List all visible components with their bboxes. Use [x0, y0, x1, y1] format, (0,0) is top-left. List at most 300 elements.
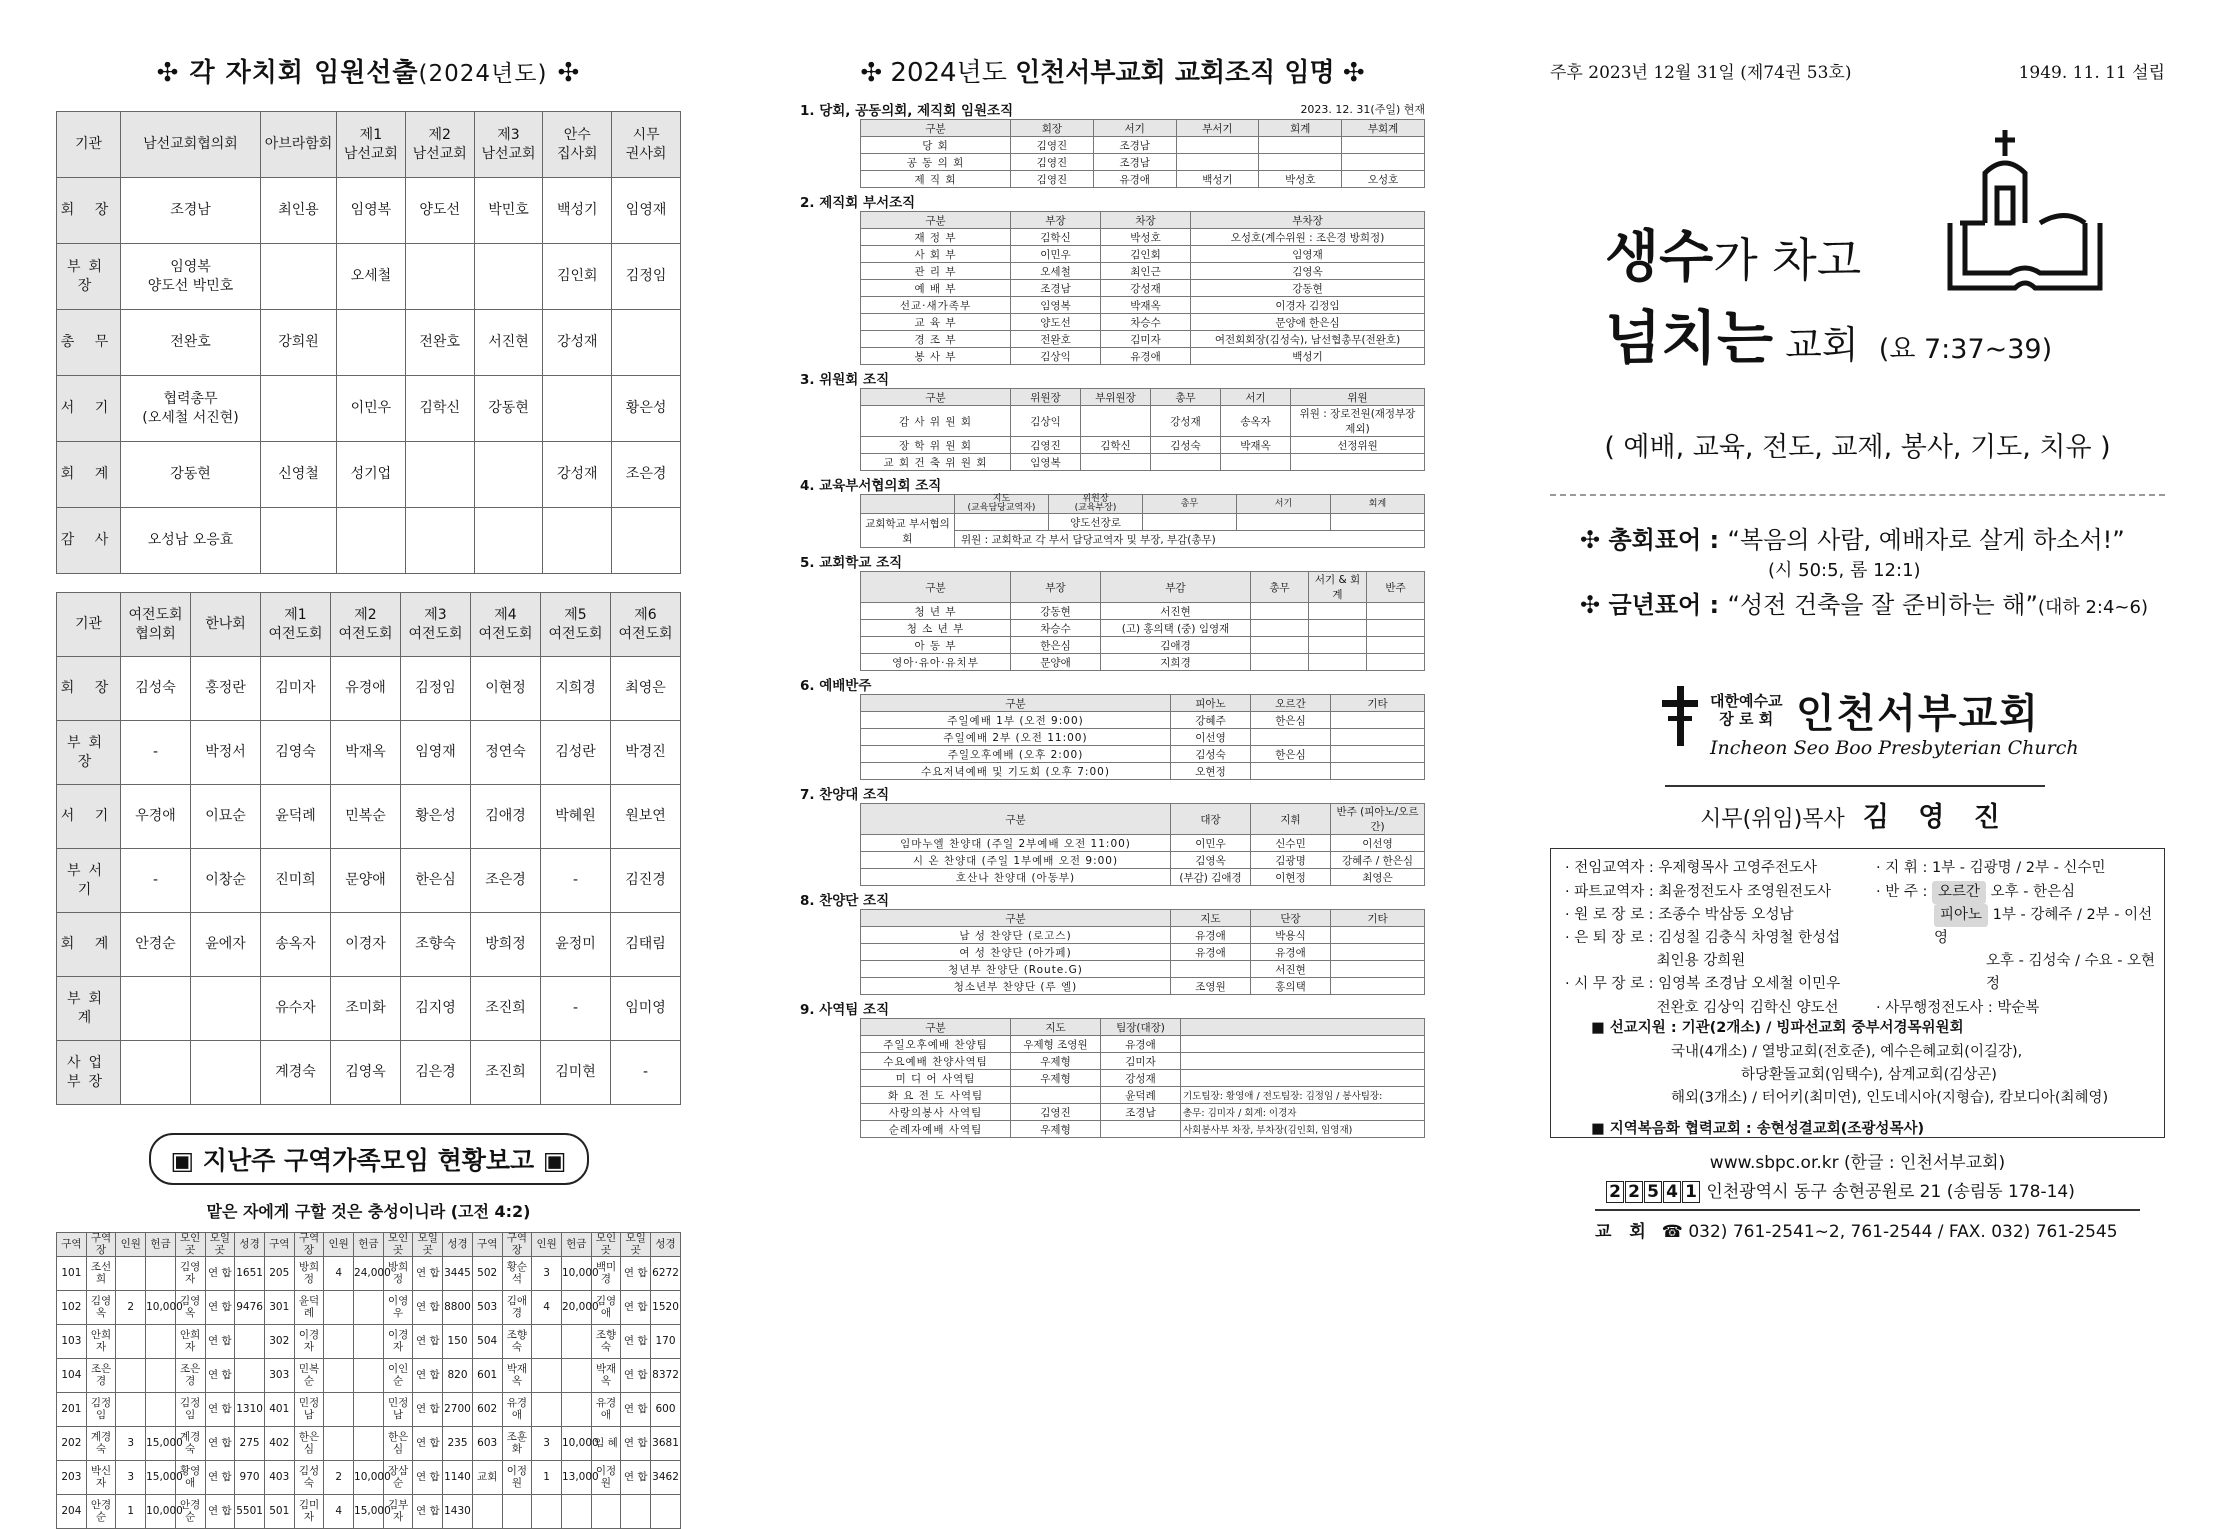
table-row	[861, 835, 1425, 852]
table-cell: 강성재	[543, 310, 612, 376]
table-cell: 103	[57, 1325, 87, 1359]
motto-general: ✣ 총회표어 : “복음의 사람, 예배자로 살게 하소서!” (시 50:5, 롬 12:1)	[1580, 526, 2125, 581]
table-cell	[1331, 944, 1425, 961]
table-cell: 임영복	[337, 178, 406, 244]
table-cell	[116, 1393, 146, 1427]
table-cell: 이묘순	[191, 785, 261, 849]
table-cell	[337, 508, 406, 574]
row-label: 주일오후예배 (오후 2:00)	[861, 746, 1171, 763]
staff-line: 최인용 강희원	[1565, 953, 1746, 970]
column-header: 단장	[1251, 910, 1331, 927]
table-cell: 전완호	[405, 310, 474, 376]
table-cell	[561, 1495, 591, 1529]
table-cell: 교회	[472, 1461, 502, 1495]
table-cell: 백미경	[591, 1257, 621, 1291]
women-officers-table	[56, 592, 681, 1105]
table-cell: 202	[57, 1427, 87, 1461]
table-cell: 위원 : 장로전원(재정부장 제외)	[1291, 406, 1425, 437]
table-cell: 504	[472, 1325, 502, 1359]
row-label: 여 성 찬양단 (아가페)	[861, 944, 1171, 961]
table-cell	[1331, 514, 1425, 531]
table-cell: 김정임	[401, 657, 471, 721]
table-row	[861, 229, 1425, 246]
row-label: 사 회 부	[861, 246, 1011, 263]
table-cell	[1081, 406, 1151, 437]
table-cell: 문양애 한은심	[1191, 314, 1425, 331]
table-cell	[1011, 1087, 1101, 1104]
table-cell	[502, 1495, 532, 1529]
table-row	[861, 314, 1425, 331]
column-header: 구분	[861, 804, 1171, 835]
table-cell: 정연숙	[471, 721, 541, 785]
table-row	[57, 1041, 681, 1105]
table-cell	[1251, 620, 1309, 637]
issue-line	[1550, 58, 2165, 83]
table-cell: 강혜주 / 한은심	[1331, 852, 1425, 869]
table-cell: 백성기	[1191, 348, 1425, 365]
table-cell: 사회봉사부 차장, 부차장(김인회, 임영재)	[1181, 1121, 1425, 1138]
column-header: 팀장(대장)	[1101, 1019, 1181, 1036]
table-cell: 김영숙	[261, 721, 331, 785]
table-cell: 연 합	[621, 1257, 651, 1291]
table-cell: 안경순	[121, 913, 191, 977]
table-cell: 민복순	[294, 1359, 324, 1393]
table-cell: 황은성	[401, 785, 471, 849]
table-cell	[1176, 137, 1259, 154]
header-row	[861, 910, 1425, 927]
table-cell: 연 합	[413, 1495, 443, 1529]
table-cell: 한은심	[1251, 712, 1331, 729]
column-header: 인원	[116, 1233, 146, 1257]
table-cell: 김영진	[1011, 154, 1094, 171]
table-cell: 강성재	[1101, 280, 1191, 297]
table-cell: 조진희	[471, 977, 541, 1041]
table-cell: 임영복	[1011, 297, 1101, 314]
column-header: 헌금	[354, 1233, 384, 1257]
table-cell	[1331, 978, 1425, 995]
column-header: 제2 여전도회	[331, 593, 401, 657]
table-cell	[1367, 603, 1425, 620]
table-cell: 8372	[651, 1359, 681, 1393]
section-heading: 5. 교회학교 조직	[800, 555, 903, 571]
header-row	[861, 1019, 1425, 1036]
column-header: 기타	[1331, 695, 1425, 712]
row-label: 재 정 부	[861, 229, 1011, 246]
staff-line: · 시 무 장 로 : 임영복 조경남 오세철 이민우	[1565, 976, 1841, 993]
address: 2 2 5 4 1 인천광역시 동구 송현공원로 21 (송림동 178-14)	[1606, 1177, 2165, 1203]
table-cell: 황영애	[175, 1461, 205, 1495]
column-header: 구분	[861, 1019, 1011, 1036]
column-header: 제1 여전도회	[261, 593, 331, 657]
table-cell: 조향숙	[502, 1325, 532, 1359]
table-row	[57, 1393, 681, 1427]
table-row	[861, 514, 1425, 531]
table-cell	[121, 1041, 191, 1105]
table-cell	[651, 1495, 681, 1529]
table-cell: 임 혜	[591, 1427, 621, 1461]
row-header: 총 무	[57, 310, 121, 376]
table-cell: 4	[324, 1257, 354, 1291]
table-cell: 오성호(계수위원 : 조은경 방희정)	[1191, 229, 1425, 246]
table-cell: 선정위원	[1291, 437, 1425, 454]
table-cell: 연 합	[205, 1495, 235, 1529]
report-title: ▣ 지난주 구역가족모임 현황보고 ▣	[149, 1133, 589, 1185]
table-cell	[612, 310, 681, 376]
column-header: 한나회	[191, 593, 261, 657]
table-row	[861, 331, 1425, 348]
table-row	[861, 978, 1425, 995]
table-cell: 김상익	[1011, 406, 1081, 437]
row-label: 교 육 부	[861, 314, 1011, 331]
column-header: 구역	[264, 1233, 294, 1257]
table-cell: 3462	[651, 1461, 681, 1495]
column-header: 모인곳	[175, 1233, 205, 1257]
table-cell: 임영복 양도선 박민호	[121, 244, 261, 310]
table-cell: 275	[235, 1427, 265, 1461]
staff-info-box	[1550, 848, 2165, 1138]
row-label: 수요예배 찬양사역팀	[861, 1053, 1011, 1070]
staff-list-left	[1565, 857, 1875, 1019]
table-cell: 양도선	[1011, 314, 1101, 331]
table-row	[861, 637, 1425, 654]
row-label: 수요저녁예배 및 기도회 (오후 7:00)	[861, 763, 1171, 780]
table-cell: 지희경	[1101, 654, 1251, 671]
zip-digit: 2	[1606, 1181, 1624, 1203]
table-cell	[1251, 637, 1309, 654]
table-row	[57, 376, 681, 442]
section-heading: 9. 사역팀 조직	[800, 1002, 890, 1018]
table-cell: 김인회	[543, 244, 612, 310]
table-cell: -	[121, 721, 191, 785]
column-header: 부감	[1101, 572, 1251, 603]
table-cell: 102	[57, 1291, 87, 1325]
table-cell: 10,000	[561, 1257, 591, 1291]
table-cell: 조은경	[175, 1359, 205, 1393]
report-header-row	[57, 1233, 681, 1257]
table-cell: 유수자	[261, 977, 331, 1041]
table-cell: 임영재	[401, 721, 471, 785]
column-header: 지도	[1171, 910, 1251, 927]
row-label: 화 요 전 도 사역팀	[861, 1087, 1011, 1104]
row-label: 청 년 부	[861, 603, 1011, 620]
table-cell: 유경애	[1171, 927, 1251, 944]
table-cell: 1651	[235, 1257, 265, 1291]
row-label: 제 직 회	[861, 171, 1011, 188]
table-cell: 조경남	[1093, 137, 1176, 154]
section-heading: 7. 찬양대 조직	[800, 787, 890, 803]
table-cell: 김광명	[1251, 852, 1331, 869]
row-label: 당 회	[861, 137, 1011, 154]
s1-table	[860, 119, 1425, 188]
date-note: 2023. 12. 31(주일) 현재	[1300, 103, 1425, 116]
table-cell: 2	[324, 1461, 354, 1495]
table-cell	[261, 508, 337, 574]
table-cell: 원보연	[611, 785, 681, 849]
table-cell: 김학신	[1081, 437, 1151, 454]
column-header: 반주 (피아노/오르간)	[1331, 804, 1425, 835]
table-cell: 신영철	[261, 442, 337, 508]
table-cell	[1291, 454, 1425, 471]
table-cell: 603	[472, 1427, 502, 1461]
table-cell	[146, 1325, 176, 1359]
table-cell: 안희자	[175, 1325, 205, 1359]
table-cell: 이경자	[294, 1325, 324, 1359]
table-cell: 우제형 조영원	[1011, 1036, 1101, 1053]
table-cell	[191, 977, 261, 1041]
table-cell: 박신자	[86, 1461, 116, 1495]
table-cell: 김영진	[1011, 1104, 1101, 1121]
column-header: 부장	[1011, 572, 1101, 603]
table-cell: 임미영	[611, 977, 681, 1041]
table-cell: 진미희	[261, 849, 331, 913]
table-cell: 한은심	[294, 1427, 324, 1461]
table-cell	[235, 1359, 265, 1393]
table-cell: 우제형	[1011, 1121, 1101, 1138]
table-row	[861, 712, 1425, 729]
table-cell: 연 합	[621, 1393, 651, 1427]
table-cell: 1520	[651, 1291, 681, 1325]
staff-line: · 원 로 장 로 : 조종수 박삼동 오성남	[1565, 906, 1794, 923]
row-label: 사랑의봉사 사역팀	[861, 1104, 1011, 1121]
table-cell: 10,000	[146, 1291, 176, 1325]
table-cell: 양도선	[405, 178, 474, 244]
founded-date: 1949. 11. 11 설립	[2018, 63, 2165, 83]
column-header	[1181, 1019, 1425, 1036]
table-cell	[561, 1359, 591, 1393]
table-cell: 박용식	[1251, 927, 1331, 944]
table-cell	[1259, 137, 1342, 154]
table-cell: 10,000	[354, 1461, 384, 1495]
table-cell	[532, 1495, 562, 1529]
table-cell: 오현정	[1171, 763, 1251, 780]
table-cell: 5501	[235, 1495, 265, 1529]
table-cell: 15,000	[146, 1461, 176, 1495]
table-cell	[354, 1291, 384, 1325]
row-label: 봉 사 부	[861, 348, 1011, 365]
table-cell: 503	[472, 1291, 502, 1325]
table-cell: 우경애	[121, 785, 191, 849]
table-cell: 백성기	[543, 178, 612, 244]
column-header: 기관	[57, 593, 121, 657]
table-cell: 연 합	[205, 1325, 235, 1359]
column-header: 반주	[1367, 572, 1425, 603]
section-heading: 8. 찬양단 조직	[800, 893, 890, 909]
table-cell: 박성호	[1101, 229, 1191, 246]
column-header: 부서기	[1176, 120, 1259, 137]
table-cell	[191, 1041, 261, 1105]
table-cell	[324, 1359, 354, 1393]
s6-table	[860, 694, 1425, 780]
table-cell: 김미자	[1101, 1053, 1181, 1070]
table-cell: 10,000	[146, 1495, 176, 1529]
table-cell: 김성숙	[1171, 746, 1251, 763]
table-cell: -	[541, 849, 611, 913]
table-cell: 이민우	[1011, 246, 1101, 263]
table-cell: 유경애	[1171, 944, 1251, 961]
section-heading: 6. 예배반주	[800, 678, 872, 694]
column-header: 오르간	[1251, 695, 1331, 712]
table-cell: 강동현	[474, 376, 543, 442]
column-header: 구역장	[86, 1233, 116, 1257]
table-cell	[146, 1393, 176, 1427]
table-cell	[532, 1359, 562, 1393]
table-cell: 600	[651, 1393, 681, 1427]
column-header: 차장	[1101, 212, 1191, 229]
table-cell: 김영진	[1011, 437, 1081, 454]
table-cell: 이민우	[337, 376, 406, 442]
table-cell	[116, 1325, 146, 1359]
table-cell	[1251, 603, 1309, 620]
table-cell: 김애경	[502, 1291, 532, 1325]
table-cell: 3445	[443, 1257, 473, 1291]
table-cell: 1140	[443, 1461, 473, 1495]
table-cell: 15,000	[146, 1427, 176, 1461]
table-cell	[1367, 654, 1425, 671]
table-cell: 김태림	[611, 913, 681, 977]
column-header: 구분	[861, 212, 1011, 229]
table-row	[861, 729, 1425, 746]
table-cell	[1331, 927, 1425, 944]
table-cell: 김영자	[175, 1257, 205, 1291]
column-header: 제3 남선교회	[474, 112, 543, 178]
column-header: 제6 여전도회	[611, 593, 681, 657]
table-cell: 403	[264, 1461, 294, 1495]
table-cell: 강동현	[1191, 280, 1425, 297]
table-cell: 3681	[651, 1427, 681, 1461]
mission-support: ■ 선교지원 : 기관(2개소) / 빙파선교회 중부서경목위원회 국내(4개소) / 열방교회(전호준), 예수은혜교회(이길강), 하당환돌교회(임택수), 삼계교회(김상곤) 해외(3개소) / 터어키(최미연), 인도네시아(지형습), 캄보디아(최혜영) ■ 지역복음화 협력교회 : 송현성결교회(조광성목사)	[1591, 1020, 2109, 1138]
table-cell	[1181, 1036, 1425, 1053]
table-cell: 안경순	[86, 1495, 116, 1529]
column-header: 성경	[651, 1233, 681, 1257]
table-cell: 조향숙	[401, 913, 471, 977]
column-header: 모일곳	[621, 1233, 651, 1257]
table-cell: 양도선장로	[1049, 514, 1143, 531]
table-cell	[1101, 1121, 1181, 1138]
table-cell	[354, 1427, 384, 1461]
staff-line: · 은 퇴 장 로 : 김성칠 김충식 차영철 한성섭	[1565, 929, 1841, 946]
table-cell: 3	[532, 1257, 562, 1291]
table-cell: 우제형	[1011, 1053, 1101, 1070]
table-cell: 연 합	[621, 1325, 651, 1359]
table-cell: 김학신	[405, 376, 474, 442]
table-cell	[472, 1495, 502, 1529]
row-label: 장 학 위 원 회	[861, 437, 1011, 454]
table-cell	[324, 1325, 354, 1359]
table-cell	[146, 1257, 176, 1291]
column-header: 구역	[472, 1233, 502, 1257]
table-cell	[405, 508, 474, 574]
table-cell	[1081, 454, 1151, 471]
table-cell: 계경숙	[86, 1427, 116, 1461]
table-cell: 유경애	[1101, 348, 1191, 365]
table-cell: 연 합	[413, 1359, 443, 1393]
table-row	[861, 297, 1425, 314]
table-cell: 김미자	[1101, 331, 1191, 348]
column-header: 시무 권사회	[612, 112, 681, 178]
table-row	[57, 1495, 681, 1529]
table-cell: 김미현	[541, 1041, 611, 1105]
column-header: 위원장 (교육부장)	[1049, 495, 1143, 514]
table-cell: 이현정	[471, 657, 541, 721]
column-header: 지도	[1011, 1019, 1101, 1036]
table-cell: 김영옥	[175, 1291, 205, 1325]
table-row	[861, 406, 1425, 437]
table-cell	[354, 1393, 384, 1427]
table-cell: 연 합	[205, 1257, 235, 1291]
table-row	[57, 849, 681, 913]
row-label: 주일오후예배 찬양팀	[861, 1036, 1011, 1053]
table-row	[57, 977, 681, 1041]
row-label: 청년부 찬양단 (Route.G)	[861, 961, 1171, 978]
table-cell: 연 합	[413, 1291, 443, 1325]
table-cell: 조경남	[121, 178, 261, 244]
table-cell: 전완호	[1011, 331, 1101, 348]
column-header: 구역장	[294, 1233, 324, 1257]
table-cell	[474, 244, 543, 310]
table-cell: 박정서	[191, 721, 261, 785]
table-row	[861, 654, 1425, 671]
table-row	[57, 721, 681, 785]
table-cell: 이정원	[591, 1461, 621, 1495]
table-cell: -	[121, 849, 191, 913]
table-cell	[1237, 514, 1331, 531]
table-cell: 성기업	[337, 442, 406, 508]
table-cell: 한은심	[401, 849, 471, 913]
column-header: 구역	[57, 1233, 87, 1257]
table-cell: 홍의택	[1251, 978, 1331, 995]
table-cell: -	[611, 1041, 681, 1105]
table-row	[861, 1104, 1425, 1121]
table-cell: 401	[264, 1393, 294, 1427]
column-header: 구분	[861, 120, 1011, 137]
table-cell	[1342, 154, 1425, 171]
table-cell: 이창순	[191, 849, 261, 913]
table-row	[861, 1121, 1425, 1138]
table-cell: 김성숙	[294, 1461, 324, 1495]
table-cell: 1310	[235, 1393, 265, 1427]
column-header: 위원장	[1011, 389, 1081, 406]
table-cell: 오세철	[1011, 263, 1101, 280]
table-cell	[1367, 637, 1425, 654]
table-cell: 김영옥	[86, 1291, 116, 1325]
table-cell: 서진현	[1101, 603, 1251, 620]
table-cell	[405, 244, 474, 310]
table-cell: 김성란	[541, 721, 611, 785]
zip-digit: 1	[1682, 1181, 1700, 1203]
table-cell: 이민우	[1171, 835, 1251, 852]
church-bible-icon	[1945, 128, 2105, 298]
table-cell	[1251, 729, 1331, 746]
table-cell	[324, 1291, 354, 1325]
table-cell: 조선희	[86, 1257, 116, 1291]
row-label: 공 동 의 회	[861, 154, 1011, 171]
table-row	[861, 746, 1425, 763]
table-row	[861, 1087, 1425, 1104]
staff-line: · 전임교역자 : 우제형목사 고영주전도사	[1565, 860, 1818, 877]
table-cell	[1331, 712, 1425, 729]
table-cell: 방희정	[294, 1257, 324, 1291]
row-label: 교 회 건 축 위 원 회	[861, 454, 1011, 471]
slogan: 생수가 차고 넘치는 교회 (요 7:37~39)	[1550, 213, 2165, 433]
table-cell	[354, 1359, 384, 1393]
divider	[1550, 494, 2165, 496]
table-cell: 유경애	[1101, 1036, 1181, 1053]
table-cell: 김정임	[175, 1393, 205, 1427]
table-row	[861, 620, 1425, 637]
table-cell: 302	[264, 1325, 294, 1359]
organization-title: ✣ 2024년도 인천서부교회 교회조직 임명 ✣	[860, 58, 1365, 88]
row-header: 부회장	[57, 244, 121, 310]
